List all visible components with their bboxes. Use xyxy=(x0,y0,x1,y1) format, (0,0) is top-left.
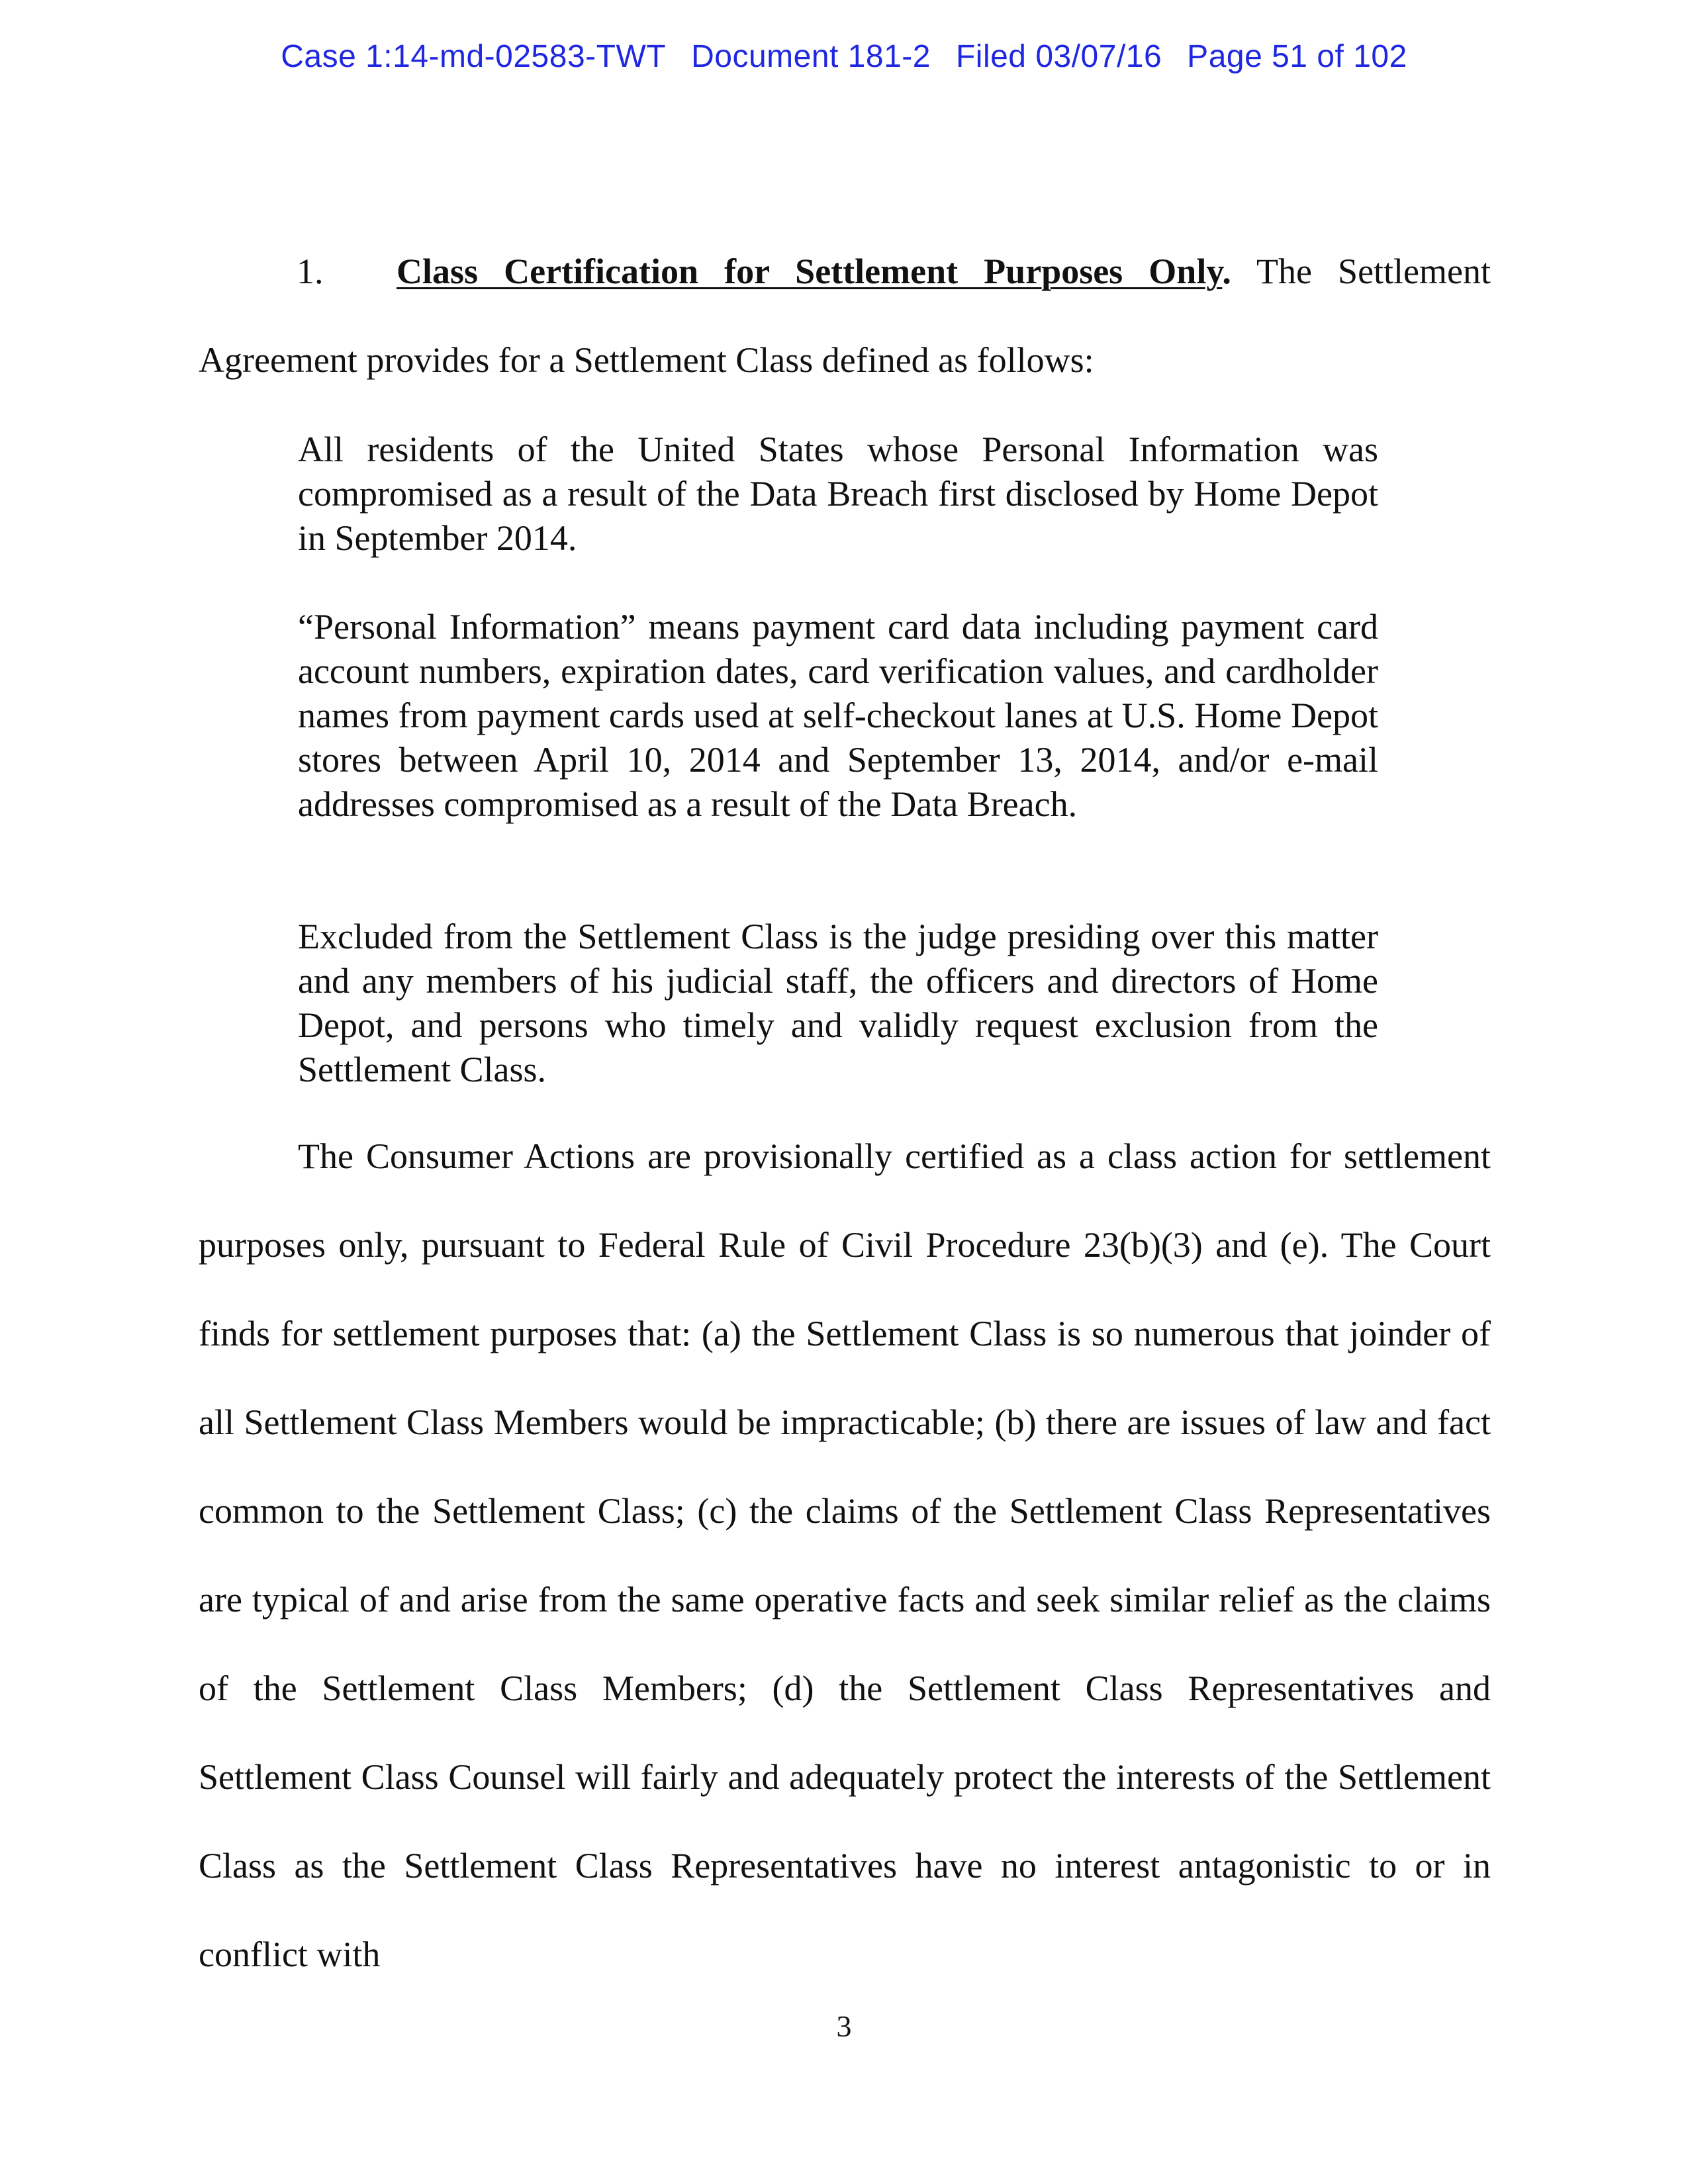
section-intro: The Settlement Agreement provides for a Settlement Class defined as follows: xyxy=(199,251,1491,380)
certification-paragraph xyxy=(199,1112,1491,1999)
page-number: 3 xyxy=(836,2009,852,2043)
case-header xyxy=(0,38,1688,75)
section-number: 1. xyxy=(297,251,324,291)
page-count: Page 51 of 102 xyxy=(1187,39,1407,74)
class-definition-quote: All residents of the United States whose Personal Information was compromised as a result of the Data Breach first disclosed by Home Depot in September 2014. xyxy=(298,430,1378,558)
section-paragraph xyxy=(199,227,1491,404)
section-heading-period: . xyxy=(1222,251,1231,291)
certification-text: The Consumer Actions are provisionally certified as a class action for settlement purposes only, pursuant to Federal Rule of Civil Procedure 23(b)(3) and (e). The Court finds for settlement purposes that: (a) the Settlement Class is so numerous that joinder of all Settlement Class Members would be impracticable; (b) there are issues of law and fact common to the Settlement Class; (c) the claims of the Settlement Class Representatives are typical of and arise from the same operative facts and seek similar relief as the claims of the Settlement Class Members; (d) the Settlement Class Representatives and Settlement Class Counsel will fairly and adequately protect the interests of the Settlement Class as the Settlement Class Representatives have no interest antagonistic to or in conflict with xyxy=(199,1136,1491,1974)
filed-date: Filed 03/07/16 xyxy=(955,39,1162,74)
section-heading: Class Certification for Settlement Purposes Only xyxy=(397,251,1223,291)
personal-information-quote: “Personal Information” means payment card data including payment card account numbers, expiration dates, card verification values, and cardholder names from payment cards used at self-checkout lanes at U.S. Home Depot stores between April 10, 2014 and September 13, 2014, and/or e-mail addresses compromised as a result of the Data Breach. xyxy=(298,607,1378,824)
case-number: Case 1:14-md-02583-TWT xyxy=(281,39,667,74)
document-number: Document 181-2 xyxy=(691,39,931,74)
exclusion-quote: Excluded from the Settlement Class is the judge presiding over this matter and any members of his judicial staff, the officers and directors of Home Depot, and persons who timely and validly request exclusion from the Settlement Class. xyxy=(298,917,1378,1089)
